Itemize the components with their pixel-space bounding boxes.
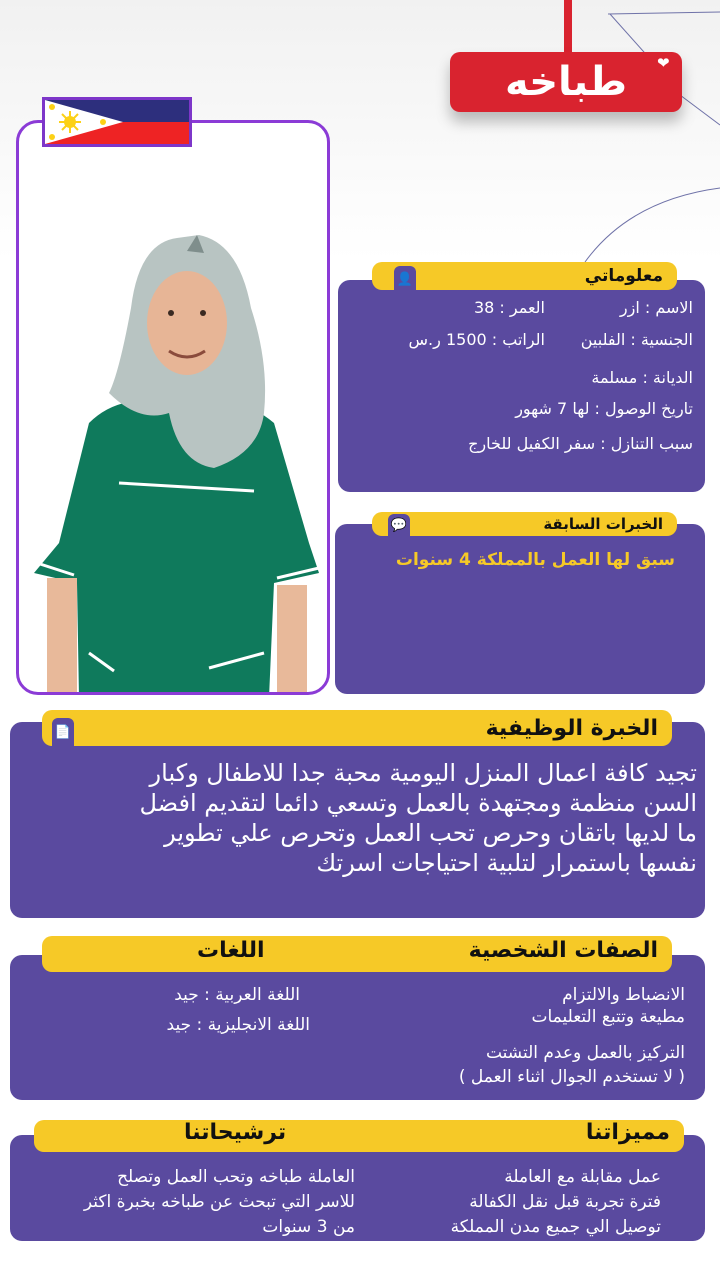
recommendation-line: للاسر التي تبحث عن طباخه بخبرة اكثر xyxy=(83,1192,355,1212)
info-tab xyxy=(372,262,677,290)
document-icon: 📄 xyxy=(52,718,74,746)
features-heading: مميزاتنا xyxy=(585,1120,670,1145)
language-item: اللغة الانجليزية : جيد xyxy=(166,1015,310,1035)
info-name: الاسم : ازر xyxy=(619,298,693,317)
job-experience-text xyxy=(17,758,697,878)
job-experience-panel xyxy=(10,722,705,918)
info-age: العمر : 38 xyxy=(473,298,545,317)
heart-plus-icon: ❤ xyxy=(657,54,670,72)
job-line: ما لديها باتقان وحرص تحب العمل وتحرص علي تطوير xyxy=(164,819,697,847)
traits-languages-tab xyxy=(42,936,672,972)
language-item: اللغة العربية : جيد xyxy=(174,985,300,1005)
feature-item: عمل مقابلة مع العاملة xyxy=(504,1167,661,1187)
job-line: السن منظمة ومجتهدة بالعمل وتسعي دائما لتقديم افضل xyxy=(139,789,697,817)
feature-item: توصيل الي جميع مدن المملكة xyxy=(450,1217,661,1237)
job-title: طباخه xyxy=(504,59,628,105)
feature-item: فترة تجربة قبل نقل الكفالة xyxy=(469,1192,661,1212)
philippines-flag-icon xyxy=(42,97,192,147)
recommendations-list xyxy=(35,1165,355,1240)
user-icon: 👤 xyxy=(394,266,416,292)
languages-heading: اللغات xyxy=(197,938,265,963)
recommendation-line: العاملة طباخه وتحب العمل وتصلح xyxy=(117,1167,355,1187)
previous-experience-panel xyxy=(335,524,705,694)
trait-item: الانضباط والالتزام xyxy=(562,985,685,1005)
traits-heading: الصفات الشخصية xyxy=(468,938,658,963)
photo-card xyxy=(16,120,330,695)
info-transfer-reason: سبب التنازل : سفر الكفيل للخارج xyxy=(468,434,693,453)
trait-item: التركيز بالعمل وعدم التشتت xyxy=(485,1043,685,1063)
info-salary: الراتب : 1500 ر.س xyxy=(408,330,545,349)
previous-experience-tab xyxy=(372,512,677,536)
features-recommendations-tab xyxy=(34,1120,684,1152)
worker-photo xyxy=(19,123,330,695)
traits-languages-panel xyxy=(10,955,705,1100)
job-title-tag xyxy=(450,52,682,112)
job-line: نفسها باستمرار لتلبية احتياجات اسرتك xyxy=(316,849,697,877)
recommendation-line: من 3 سنوات xyxy=(262,1217,355,1237)
chat-icon: 💬 xyxy=(388,514,410,536)
previous-experience-heading: الخبرات السابقة xyxy=(543,515,663,533)
info-nationality: الجنسية : الفلبين xyxy=(580,330,693,349)
previous-experience-text: سبق لها العمل بالمملكة 4 سنوات xyxy=(395,550,675,570)
info-religion: الديانة : مسلمة xyxy=(591,368,693,387)
title-hanger xyxy=(564,0,572,56)
features-list xyxy=(451,1165,661,1240)
job-line: تجيد كافة اعمال المنزل اليومية محبة جدا للاطفال وكبار xyxy=(149,759,697,787)
info-panel xyxy=(338,280,705,492)
job-experience-heading: الخبرة الوظيفية xyxy=(485,715,658,741)
info-heading: معلوماتي xyxy=(584,266,663,286)
job-experience-tab xyxy=(42,710,672,746)
trait-item: مطيعة وتتبع التعليمات xyxy=(531,1007,685,1027)
info-arrival: تاريخ الوصول : لها 7 شهور xyxy=(515,399,693,418)
recommendations-heading: ترشيحاتنا xyxy=(184,1120,287,1145)
trait-item: ( لا تستخدم الجوال اثناء العمل ) xyxy=(458,1067,685,1087)
